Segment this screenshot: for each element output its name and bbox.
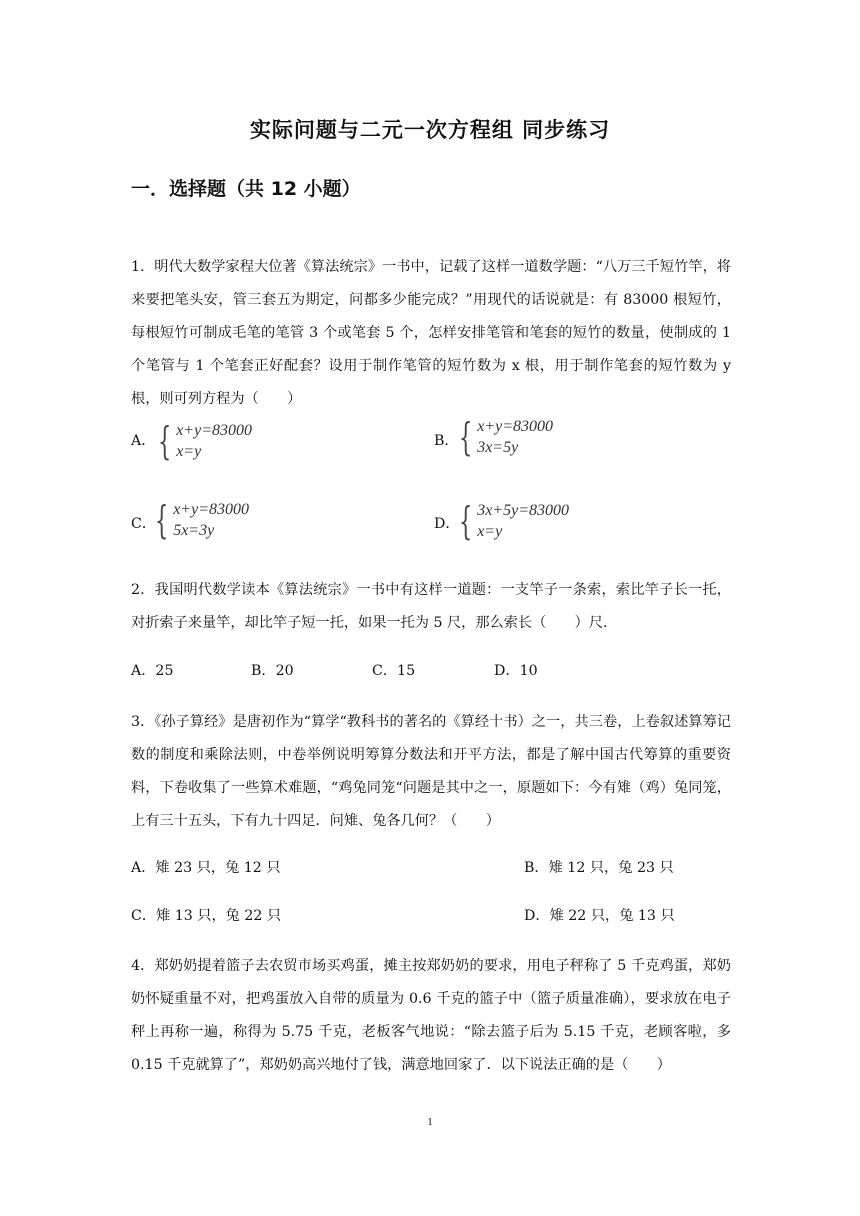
question-4-text: 4．郑奶奶提着篮子去农贸市场买鸡蛋，摊主按郑奶奶的要求，用电子秤称了 5 千克鸡蛋，郑奶奶怀疑重量不对，把鸡蛋放入自带的质量为 0.6 千克的篮子中（篮子质量准确），要求放在电子秤上再称一遍，称得为 5.75 千克，老板客气地说：“除去篮子后为 5.15 千克，老顾客啦，多 0.15 千克就算了”，郑奶奶高兴地付了钱，满意地回家了．以下说法正确的是（ ） bbox=[131, 958, 731, 1073]
brace-icon: { bbox=[155, 498, 169, 542]
equation: 3x+5y=83000 bbox=[477, 502, 569, 519]
brace-icon: { bbox=[459, 499, 473, 543]
q1-option-b-system bbox=[459, 416, 553, 458]
q2-option-b: B．20 bbox=[251, 663, 294, 679]
equation: x=y bbox=[176, 443, 202, 460]
equation: 5x=3y bbox=[173, 522, 215, 539]
q2-option-d: D．10 bbox=[494, 663, 538, 679]
equation: 3x=5y bbox=[477, 439, 519, 456]
q3-option-c: C．雉 13 只，兔 22 只 bbox=[131, 908, 282, 924]
brace-icon: { bbox=[158, 419, 172, 463]
brace-icon: { bbox=[459, 415, 473, 459]
equation: x+y=83000 bbox=[477, 418, 553, 435]
q1-option-a-system bbox=[158, 420, 252, 462]
q1-option-d-system bbox=[459, 500, 569, 542]
q1-option-c-system bbox=[155, 499, 249, 541]
question-3-text: 3．《孙子算经》是唐初作为“算学“教科书的著名的《算经十书）之一，共三卷，上卷叙述算筹记数的制度和乘除法则，中卷举例说明筹算分数法和开平方法，都是了解中国古代筹算的重要资料，下卷收集了一些算术难题，“鸡兔同笼“问题是其中之一，原题如下：今有雉（鸡）兔同笼，上有三十五头，下有九十四足．问雉、兔各几何？（ ） bbox=[131, 714, 731, 829]
equation: x+y=83000 bbox=[176, 422, 252, 439]
question-2-text: 2．我国明代数学读本《算法统宗》一书中有这样一道题：一支竿子一条索，索比竿子长一托，对折索子来量竿，却比竿子短一托，如果一托为 5 尺，那么索长（ ）尺． bbox=[131, 582, 731, 631]
q1-option-b-label: B． bbox=[434, 433, 459, 449]
page-title: 实际问题与二元一次方程组 同步练习 bbox=[249, 118, 611, 142]
q1-option-d-label: D． bbox=[434, 516, 460, 532]
q2-option-a: A．25 bbox=[131, 663, 174, 679]
q3-option-d: D．雉 22 只，兔 13 只 bbox=[524, 908, 675, 924]
q3-option-a: A．雉 23 只，兔 12 只 bbox=[131, 860, 281, 876]
q1-option-a-label: A． bbox=[131, 433, 156, 449]
equation: x=y bbox=[477, 523, 503, 540]
q3-option-b: B．雉 12 只，兔 23 只 bbox=[524, 860, 674, 876]
question-1-text: 1．明代大数学家程大位著《算法统宗》一书中，记载了这样一道数学题：“八万三千短竹竿，将来要把笔头安，管三套五为期定，问都多少能完成？”用现代的话说就是：有 83000 根短竹，每根短竹可制成毛笔的笔管 3 个或笔套 5 个，怎样安排笔管和笔套的短竹的数量，使制成的 1 个笔管与 1 个笔套正好配套？设用于制作笔管的短竹数为 x 根，用于制作笔套的短竹数为 y 根，则可列方程为（ ） bbox=[131, 259, 731, 407]
page-number: 1 bbox=[427, 1116, 433, 1128]
q1-option-c-label: C． bbox=[131, 516, 157, 532]
section-heading: 一．选择题（共 12 小题） bbox=[131, 178, 361, 200]
q2-option-c: C．15 bbox=[372, 663, 416, 679]
equation: x+y=83000 bbox=[173, 501, 249, 518]
